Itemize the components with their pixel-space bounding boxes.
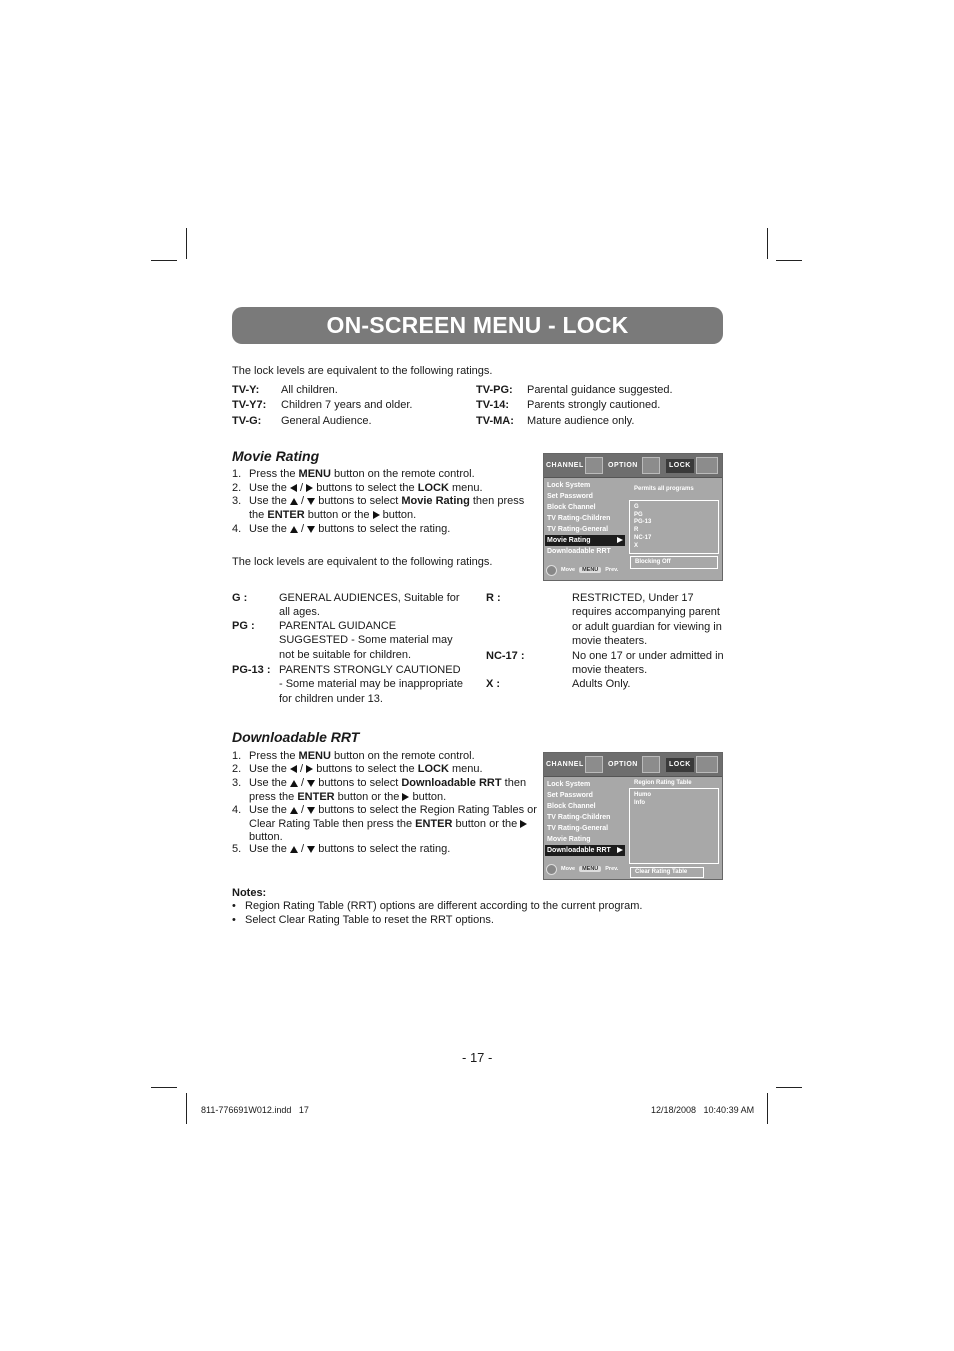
rating-desc: No one 17 or under admitted in movie theaters. — [572, 650, 724, 677]
osd-tab-channel: CHANNEL — [546, 761, 584, 768]
rating-code: TV-G: — [232, 415, 262, 427]
osd-rrt-panel — [629, 779, 719, 864]
osd-screen-downloadable-rrt — [543, 752, 723, 880]
down-arrow-icon — [307, 780, 315, 787]
down-arrow-icon — [307, 526, 315, 533]
channel-tab-icon — [585, 457, 603, 474]
channel-tab-icon — [585, 756, 603, 773]
down-arrow-icon — [307, 807, 315, 814]
up-arrow-icon — [290, 526, 298, 533]
osd-menu-item: Movie Rating — [547, 836, 591, 843]
section-heading-downloadable-rrt: Downloadable RRT — [232, 729, 360, 745]
crop-mark — [186, 1093, 187, 1124]
lock-tab-icon — [696, 756, 718, 773]
rating-code: TV-14: — [476, 399, 510, 411]
footer-timestamp: 12/18/2008 10:40:39 AM — [651, 1105, 755, 1115]
rating-code: TV-PG: — [476, 384, 513, 396]
page-title: ON-SCREEN MENU - LOCK — [232, 307, 723, 344]
rating-desc: All children. — [281, 384, 338, 396]
dpad-icon — [546, 565, 557, 576]
osd-menu-list — [545, 779, 625, 856]
footer-file-name: 811-776691W012.indd 17 — [201, 1105, 309, 1115]
rating-desc: PARENTS STRONGLY CAUTIONED - Some material may be inappropriate for children under 13. — [279, 664, 464, 705]
crop-mark — [767, 228, 768, 259]
page-number: - 17 - — [462, 1050, 493, 1065]
dpad-icon — [546, 864, 557, 875]
rating-code: G : — [232, 592, 248, 604]
intro-text: The lock levels are equivalent to the following ratings. — [232, 365, 493, 377]
right-arrow-icon — [520, 820, 527, 828]
right-arrow-icon — [373, 511, 380, 519]
instruction-step: 3. Use the / buttons to select Movie Rating then press the ENTER button or the button. — [232, 495, 525, 521]
osd-menu-item: Lock System — [547, 482, 591, 489]
crop-mark — [186, 228, 187, 259]
left-arrow-icon — [290, 484, 297, 492]
down-arrow-icon — [307, 846, 315, 853]
instruction-step: 1. Press the MENU button on the remote control. — [232, 750, 475, 762]
osd-menu-item: Block Channel — [547, 803, 596, 810]
osd-menu-item: Downloadable RRT — [547, 548, 611, 555]
rating-code: TV-MA: — [476, 415, 514, 427]
up-arrow-icon — [290, 846, 298, 853]
crop-mark — [776, 1087, 802, 1088]
rating-code: R : — [486, 592, 501, 604]
osd-panel-label: Permits all programs — [634, 486, 694, 492]
note-item: • Select Clear Rating Table to reset the RRT options. — [232, 914, 494, 926]
osd-menu-list — [545, 480, 625, 557]
osd-menu-item: Lock System — [547, 781, 591, 788]
rating-code: PG-13 : — [232, 664, 271, 676]
crop-mark — [151, 260, 177, 261]
osd-menu-item: TV Rating-General — [547, 526, 609, 533]
selection-arrow-icon — [617, 847, 623, 853]
osd-screen-movie-rating — [543, 453, 723, 581]
osd-tab-bar — [544, 454, 722, 478]
osd-region-list: Humo Info — [629, 788, 719, 864]
osd-clear-rating-button: Clear Rating Table — [630, 867, 704, 878]
option-tab-icon — [642, 457, 660, 474]
rating-desc: Adults Only. — [572, 678, 631, 690]
instruction-step: 1. Press the MENU button on the remote control. — [232, 468, 475, 480]
instruction-step: 2. Use the / buttons to select the LOCK menu. — [232, 482, 483, 494]
osd-tab-lock: LOCK — [666, 459, 694, 473]
instruction-step: 4. Use the / buttons to select the Region Rating Tables or Clear Rating Table then press the ENTER button or the button. — [232, 804, 537, 844]
rating-desc: Mature audience only. — [527, 415, 635, 427]
rating-desc: Children 7 years and older. — [281, 399, 413, 411]
rating-desc: General Audience. — [281, 415, 372, 427]
osd-menu-item: Block Channel — [547, 504, 596, 511]
crop-mark — [767, 1093, 768, 1124]
osd-menu-item-selected: Downloadable RRT — [545, 845, 625, 856]
rating-code: TV-Y: — [232, 384, 260, 396]
up-arrow-icon — [290, 780, 298, 787]
osd-menu-item: Set Password — [547, 792, 593, 799]
osd-menu-item-selected: Movie Rating — [545, 535, 625, 546]
osd-tab-lock: LOCK — [666, 758, 694, 772]
instruction-step: 5. Use the / buttons to select the rating. — [232, 843, 451, 855]
rating-code: X : — [486, 678, 501, 690]
osd-tab-bar — [544, 753, 722, 777]
osd-tab-option: OPTION — [608, 761, 638, 768]
osd-tab-channel: CHANNEL — [546, 462, 584, 469]
left-arrow-icon — [290, 765, 297, 773]
up-arrow-icon — [290, 807, 298, 814]
osd-footer: Move MENU Prev. — [546, 863, 624, 875]
instruction-step: 2. Use the / buttons to select the LOCK menu. — [232, 763, 483, 775]
section-heading-movie-rating: Movie Rating — [232, 448, 320, 464]
rating-code: NC-17 : — [486, 650, 525, 662]
down-arrow-icon — [307, 498, 315, 505]
selection-arrow-icon — [617, 537, 623, 543]
osd-footer: Move MENU Prev. — [546, 564, 624, 576]
osd-panel-label: Region Rating Table — [634, 780, 692, 786]
crop-mark — [776, 260, 802, 261]
instruction-step: 3. Use the / buttons to select Downloadable RRT then press the ENTER button or the button. — [232, 777, 527, 803]
osd-menu-item: Set Password — [547, 493, 593, 500]
lock-tab-icon — [696, 457, 718, 474]
osd-menu-item: TV Rating-General — [547, 825, 609, 832]
movie-rating-intro: The lock levels are equivalent to the following ratings. — [232, 556, 493, 568]
rating-desc: GENERAL AUDIENCES, Suitable for all ages. — [279, 592, 460, 619]
rating-desc: Parental guidance suggested. — [527, 384, 673, 396]
option-tab-icon — [642, 756, 660, 773]
rating-code: PG : — [232, 620, 255, 632]
up-arrow-icon — [290, 498, 298, 505]
crop-mark — [151, 1087, 177, 1088]
rating-desc: PARENTAL GUIDANCE SUGGESTED - Some material may not be suitable for children. — [279, 620, 453, 661]
rating-desc: Parents strongly cautioned. — [527, 399, 661, 411]
instruction-step: 4. Use the / buttons to select the rating. — [232, 523, 451, 535]
osd-tab-option: OPTION — [608, 462, 638, 469]
osd-menu-item: TV Rating-Children — [547, 515, 611, 522]
notes-label: Notes: — [232, 887, 267, 899]
osd-blocking-button: Blocking Off — [630, 556, 718, 569]
rating-code: TV-Y7: — [232, 399, 267, 411]
note-item: • Region Rating Table (RRT) options are different according to the current program. — [232, 900, 643, 912]
osd-menu-item: TV Rating-Children — [547, 814, 611, 821]
rating-desc: RESTRICTED, Under 17 requires accompanying parent or adult guardian for viewing in movie theaters. — [572, 592, 722, 648]
osd-rating-list: G PG PG-13 R NC-17 X — [629, 500, 719, 554]
osd-rating-panel — [629, 480, 719, 554]
